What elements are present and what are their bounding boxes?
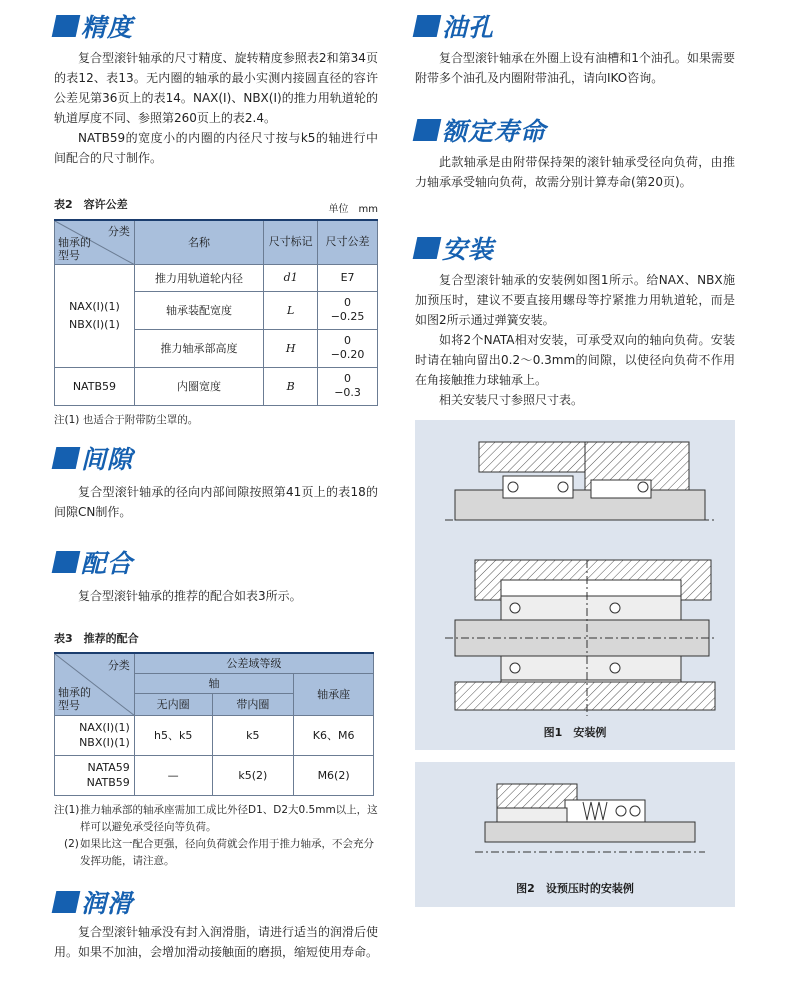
section-heading: 配合	[54, 546, 378, 578]
paragraph: 复合型滚针轴承在外圈上设有油槽和1个油孔。如果需要附带多个油孔及内圈附带油孔，请向IKO咨询。	[415, 51, 735, 85]
section-heading: 精度	[54, 10, 378, 42]
figure-caption: 图2 设预压时的安装例	[516, 882, 634, 895]
mounting-drawing	[415, 420, 735, 720]
fit-section	[54, 546, 378, 606]
section-heading: 额定寿命	[415, 114, 735, 146]
table-note: 注(1) 推力轴承部的轴承座需加工成比外径D1、D2大0.5mm以上，这样可以避免承受径向等负荷。	[54, 803, 378, 833]
table-caption: 表3 推荐的配合	[54, 632, 139, 645]
paragraph: 复合型滚针轴承的安装例如图1所示。给NAX、NBX施加预压时，建议不要直接用螺母等拧紧推力用轨道轮，而是如图2所示通过弹簧安装。	[415, 273, 735, 327]
table-row: NATA59 NATB59 — k5(2) M6(2)	[55, 755, 374, 795]
paragraph: NATB59的宽度小的内圈的内径尺寸按与k5的轴进行中间配合的尺寸制作。	[54, 131, 378, 165]
table2-block	[54, 196, 378, 429]
table-caption: 表2 容许公差	[54, 198, 128, 211]
paragraph: 复合型滚针轴承没有封入润滑脂，请进行适当的润滑后使用。如果不加油，会增加滑动接触面的磨损，缩短使用寿命。	[54, 925, 379, 959]
figure-caption: 图1 安装例	[543, 726, 607, 739]
table-note: 注(1) 也适合于附带防尘罩的。	[54, 413, 199, 426]
figure-2	[415, 762, 735, 907]
unit-label: 单位 mm	[328, 204, 378, 215]
paragraph: 如将2个NATA相对安装，可承受双向的轴向负荷。安装时请在轴向留出0.2～0.3mm的间隙，以使径向负荷不作用在角接触推力球轴承上。	[415, 333, 735, 387]
precision-section	[54, 10, 378, 168]
table-row: 轴承装配宽度 L 0 −0.25	[55, 291, 378, 329]
paragraph: 相关安装尺寸参照尺寸表。	[439, 393, 584, 407]
table-note: (2) 如果比这一配合更强，径向负荷就会作用于推力轴承，不会充分发挥功能，请注意。	[64, 837, 374, 867]
table-row: NAX(I)(1) NBX(I)(1) 推力用轨道轮内径 d1 E7	[55, 264, 378, 291]
paragraph: 复合型滚针轴承的径向内部间隙按照第41页上的表18的间隙CN制作。	[54, 485, 378, 519]
paragraph: 此款轴承是由附带保持架的滚针轴承受径向负荷，由推力轴承承受轴向负荷，故需分别计算寿命(第20页)。	[415, 155, 735, 189]
heading-marker-icon	[52, 551, 81, 573]
clearance-section	[54, 442, 378, 522]
paragraph: 复合型滚针轴承的推荐的配合如表3所示。	[78, 589, 302, 603]
life-section	[415, 114, 735, 192]
heading-marker-icon	[413, 237, 442, 259]
heading-marker-icon	[413, 119, 442, 141]
section-heading: 油孔	[415, 10, 735, 42]
fit-table: 分类 轴承的型号 公差域等级 轴 轴承座 无内圈 带内圈 NAX(I)(1) NBX(I)(1) h5、k5 k5 K6、M6 NATA59 NATB59 — k5(2) M6(2)	[54, 652, 374, 796]
tolerance-table: 分类 轴承的型号 名称 尺寸标记 尺寸公差 NAX(I)(1) NBX(I)(1) 推力用轨道轮内径 d1 E7 轴承装配宽度 L 0 −0.25 推力轴承部高度 H 0 −0.20 NATB59 内圈宽度 B 0 −0.3	[54, 219, 378, 406]
heading-marker-icon	[52, 15, 81, 37]
figure-1	[415, 420, 735, 750]
section-heading: 间隙	[54, 442, 378, 474]
section-heading: 润滑	[54, 886, 378, 918]
mounting-section	[415, 232, 735, 410]
diag-header: 分类 轴承的型号	[55, 220, 135, 264]
oilhole-section	[415, 10, 735, 88]
heading-marker-icon	[413, 15, 442, 37]
table-row: NAX(I)(1) NBX(I)(1) h5、k5 k5 K6、M6	[55, 715, 374, 755]
preload-drawing	[415, 762, 735, 862]
section-heading: 安装	[415, 232, 735, 264]
lubrication-section	[54, 886, 378, 962]
table-row: 推力轴承部高度 H 0 −0.20	[55, 329, 378, 367]
table-row: NATB59 内圈宽度 B 0 −0.3	[55, 367, 378, 405]
heading-marker-icon	[52, 447, 81, 469]
heading-marker-icon	[52, 891, 81, 913]
table3-block	[54, 630, 378, 870]
paragraph: 复合型滚针轴承的尺寸精度、旋转精度参照表2和第34页的表12、表13。无内圈的轴承的最小实测内接圆直径的容许公差见第36页上的表14。NAX(I)、NBX(I)的推力用轨道轮的轨道厚度不同、参照第260页上的表2.4。	[54, 51, 378, 125]
